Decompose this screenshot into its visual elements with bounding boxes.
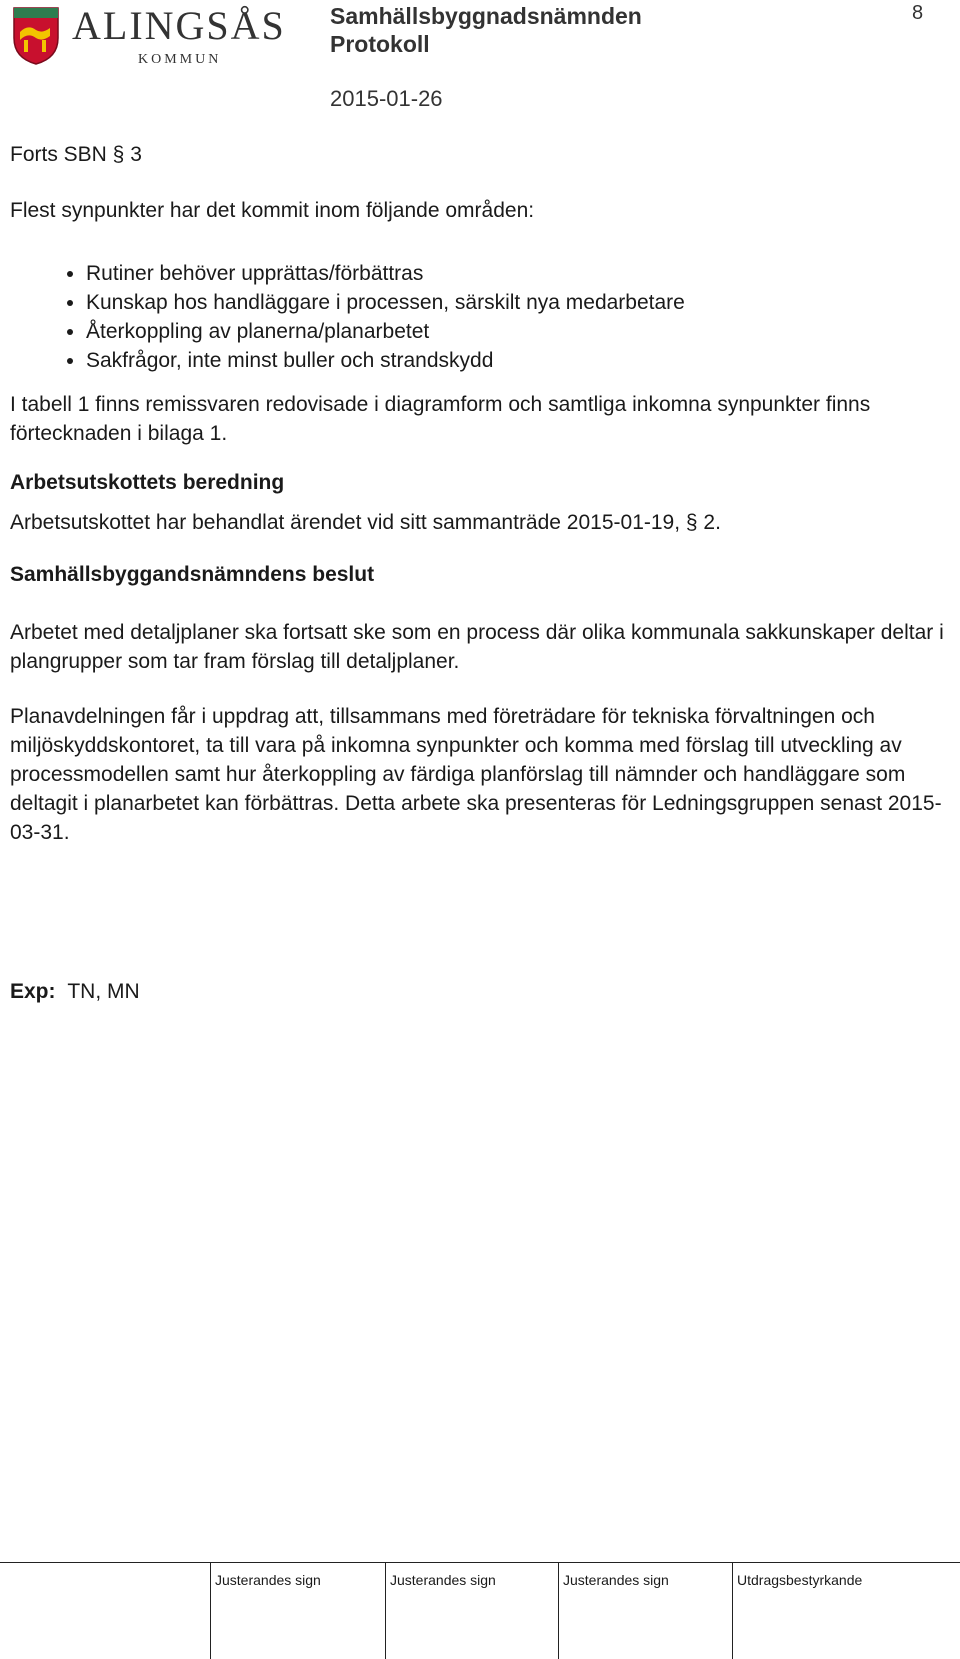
- signature-box-label: Utdragsbestyrkande: [737, 1572, 863, 1588]
- footer-divider: [210, 1562, 211, 1659]
- footer-divider: [385, 1562, 386, 1659]
- list-item: • Sakfrågor, inte minst buller och strandskydd: [86, 346, 685, 375]
- footer-divider: [0, 1562, 960, 1563]
- footer-divider: [558, 1562, 559, 1659]
- document-type: Protokoll: [330, 31, 430, 57]
- committee-name: Samhällsbyggnadsnämnden: [330, 3, 642, 29]
- footer-divider: [732, 1562, 733, 1659]
- signature-box-label: Justerandes sign: [563, 1572, 669, 1588]
- exp-value: TN, MN: [67, 980, 140, 1003]
- exp-label: Exp:: [10, 980, 56, 1003]
- au-heading: Arbetsutskottets beredning: [10, 471, 285, 494]
- expedition-line: [10, 977, 140, 1006]
- intro-text: Flest synpunkter har det kommit inom följande områden:: [10, 199, 535, 222]
- municipality-logo: [10, 2, 290, 70]
- decision-paragraph-1: Arbetet med detaljplaner ska fortsatt ske som en process där olika kommunala sakkunskaper deltar i plangrupper som tar fram förslag till detaljplaner.: [10, 621, 944, 673]
- logo-wordmark: ALINGSÅS: [72, 3, 286, 48]
- continuation-label: Forts SBN § 3: [10, 143, 142, 166]
- table-reference-text: I tabell 1 finns remissvaren redovisade i diagramform och samtliga inkomna synpunkter finns förtecknaden i bilaga 1.: [10, 393, 871, 445]
- page-number: 8: [912, 2, 924, 24]
- list-item: • Kunskap hos handläggare i processen, särskilt nya medarbetare: [86, 288, 685, 317]
- list-item: • Återkoppling av planerna/planarbetet: [86, 317, 685, 346]
- meeting-date: 2015-01-26: [330, 86, 443, 111]
- coat-of-arms-icon: [10, 2, 62, 66]
- topic-list: [48, 259, 685, 375]
- logo-subtitle: KOMMUN: [138, 52, 222, 67]
- list-item: • Rutiner behöver upprättas/förbättras: [86, 259, 685, 288]
- au-text: Arbetsutskottet har behandlat ärendet vid sitt sammanträde 2015-01-19, § 2.: [10, 511, 721, 534]
- decision-heading: Samhällsbyggandsnämndens beslut: [10, 563, 375, 586]
- decision-paragraph-2: Planavdelningen får i uppdrag att, tillsammans med företrädare för tekniska förvaltningen och miljöskyddskontoret, ta till vara på inkomna synpunkter och komma med förslag till utveckling av processmodellen samt hur återkoppling av färdiga planförslag till nämnder och handläggare som deltagit i planarbetet kan förbättras. Detta arbete ska presenteras för Ledningsgruppen senast 2015-03-31.: [10, 705, 942, 844]
- signature-box-label: Justerandes sign: [215, 1572, 321, 1588]
- signature-box-label: Justerandes sign: [390, 1572, 496, 1588]
